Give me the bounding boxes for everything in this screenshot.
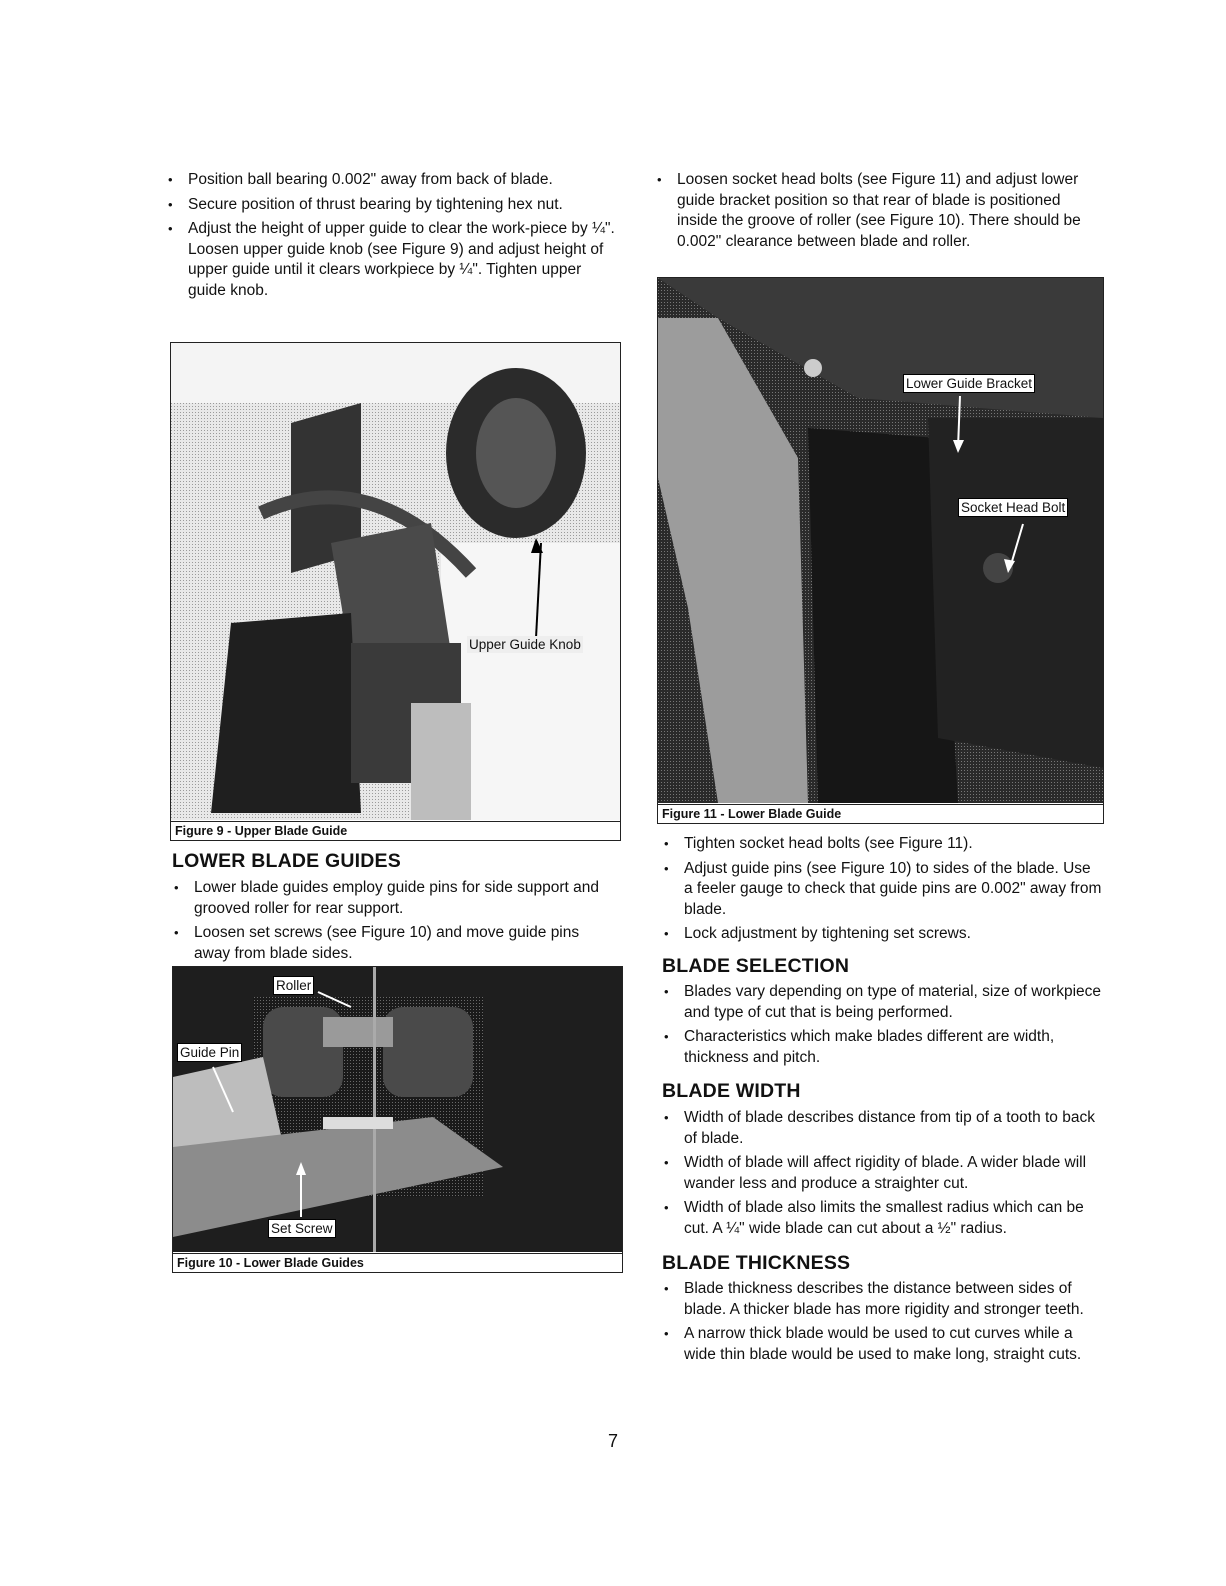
list-item: • Width of blade will affect rigidity of blade. A wider blade will wander less and produce a straighter cut. [662, 1153, 1107, 1194]
list-item: • Tighten socket head bolts (see Figure 11). [662, 834, 1102, 855]
list-item: • Width of blade describes distance from tip of a tooth to back of blade. [662, 1108, 1107, 1149]
set-screw-label: Set Screw [268, 1219, 336, 1238]
page-number: 7 [607, 1431, 618, 1451]
figure-9 [170, 342, 621, 841]
figure-11-caption: Figure 11 - Lower Blade Guide [658, 804, 1103, 823]
figure-10-caption: Figure 10 - Lower Blade Guides [173, 1253, 622, 1272]
upper-guide-knob-label: Upper Guide Knob [469, 637, 581, 652]
roller-label: Roller [273, 976, 314, 995]
list-item: • Secure position of thrust bearing by tightening hex nut. [166, 195, 621, 216]
guide-pin-label: Guide Pin [177, 1043, 242, 1062]
blade-width-heading: BLADE WIDTH [662, 1080, 801, 1102]
list-item: • Lower blade guides employ guide pins for side support and grooved roller for rear support. [172, 878, 612, 919]
figure-10 [172, 966, 623, 1273]
list-item: • Characteristics which make blades different are width, thickness and pitch. [662, 1027, 1102, 1068]
right-mid-bullets [662, 834, 1102, 949]
list-item: • Adjust the height of upper guide to clear the work-piece by ¼". Loosen upper guide knob (see Figure 9) and adjust height of upper guide until it clears workpiece by ¼". Tighten upper guide knob. [166, 219, 621, 301]
right-top-bullets [655, 170, 1105, 256]
lower-blade-guides-heading: LOWER BLADE GUIDES [172, 850, 401, 872]
list-item: • Blades vary depending on type of material, size of workpiece and type of cut that is being performed. [662, 982, 1102, 1023]
list-item: • Adjust guide pins (see Figure 10) to sides of the blade. Use a feeler gauge to check that guide pins are 0.002" away from blade. [662, 859, 1102, 921]
lower-blade-guides-bullets [172, 878, 612, 968]
list-item: • Blade thickness describes the distance between sides of blade. A thicker blade has more rigidity and stronger teeth. [662, 1279, 1102, 1320]
socket-head-bolt-label: Socket Head Bolt [958, 498, 1068, 517]
figure-9-caption: Figure 9 - Upper Blade Guide [171, 821, 620, 840]
list-item: • Loosen set screws (see Figure 10) and move guide pins away from blade sides. [172, 923, 612, 964]
figure-11-photo [658, 278, 1103, 803]
blade-width-bullets [662, 1108, 1107, 1243]
list-item: • Width of blade also limits the smallest radius which can be cut. A ¼" wide blade can cut about a ½" radius. [662, 1198, 1107, 1239]
lower-guide-bracket-label: Lower Guide Bracket [903, 374, 1035, 393]
left-top-bullets [166, 170, 621, 305]
blade-thickness-heading: BLADE THICKNESS [662, 1252, 851, 1274]
list-item: • Loosen socket head bolts (see Figure 11) and adjust lower guide bracket position so that rear of blade is positioned inside the groove of roller (see Figure 10). There should be 0.002" clearance between blade and roller. [655, 170, 1105, 252]
list-item: • Lock adjustment by tightening set screws. [662, 924, 1102, 945]
blade-selection-bullets [662, 982, 1102, 1072]
blade-thickness-bullets [662, 1279, 1102, 1369]
list-item: • Position ball bearing 0.002" away from back of blade. [166, 170, 621, 191]
blade-selection-heading: BLADE SELECTION [662, 955, 850, 977]
figure-10-photo [173, 967, 622, 1252]
figure-11 [657, 277, 1104, 824]
figure-9-photo [171, 343, 620, 820]
list-item: • A narrow thick blade would be used to cut curves while a wide thin blade would be used to make long, straight cuts. [662, 1324, 1102, 1365]
